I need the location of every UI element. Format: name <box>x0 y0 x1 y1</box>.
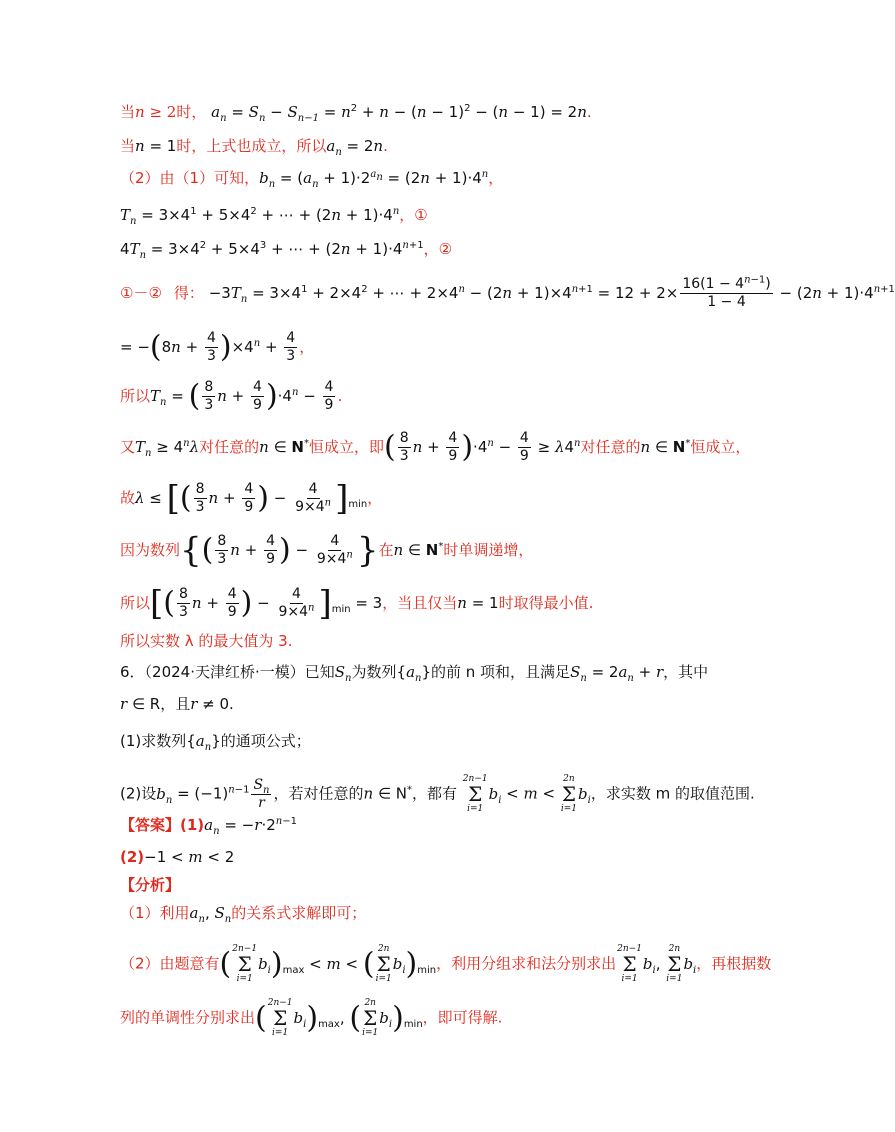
question-6-line-2: r ∈ R，且r ≠ 0. <box>120 695 234 713</box>
solution-line-11: 因为数列{( $\frac{8}{3}$ n + $\frac{4}{9}$ ) − $\frac{4}{9\times 4^n}$ }在n ∈ N*时单调递增， <box>120 530 534 571</box>
text: ，再根据数 <box>696 954 772 973</box>
text: 的通项公式； <box>220 732 311 750</box>
solution-line-6: ①－② 得： $-3T_n = 3\times 4^1 + 2\times 4^2$ + ⋯ + $2\times 4^n - (2n + 1)\times 4^{n+1} = 12 + 2\times$ $\frac{16(1 - 4^{n-1})}{1 - 4}$ − $(2n + 1)\cdot 4^{n+1}$ <box>120 274 895 310</box>
text: 恒成立，即 <box>308 438 384 456</box>
text: 当 <box>120 103 136 121</box>
text: (2) <box>120 848 145 866</box>
analysis-line-1: （1）利用$a_n$, $S_n$的关系式求解即可； <box>120 904 367 925</box>
analysis-line-3: 列的单调性分别求出( 2n−1 Σ i=1 $b_i)_{max}$, ( 2n Σ i=1 $b_i)_{min}$，即可得解. <box>120 998 503 1038</box>
solution-line-1: 当n ≥ 2时， $a_n = S_n - S_{n-1} = n^2 + n - (n - 1)^2 - (n - 1) = 2n$. <box>120 103 592 124</box>
text: ，若对任意的 <box>273 784 364 803</box>
text: 故 <box>120 489 136 507</box>
text: 因为数列 <box>120 541 181 559</box>
text: 时，上式也成立，所以 <box>176 137 327 155</box>
text: 所以 <box>120 594 151 612</box>
answer-tag: 【答案】 <box>120 816 181 834</box>
text: 在 <box>378 541 394 559</box>
text: (2)设 <box>120 784 157 803</box>
analysis-tag: 【分析】 <box>120 876 181 894</box>
text: 对任意的 <box>199 438 260 456</box>
analysis-line-2: （2）由题意有( 2n−1 Σ i=1 $b_i)_{max} < m$ < ( 2n Σ i=1 $b_i)_{min}$，利用分组求和法分别求出 2n−1 Σ i=1 $b_i$, 2n Σ i=1 $b_i$，再根据数 <box>120 944 772 984</box>
text: ①－② <box>120 284 162 302</box>
text: ，求实数 m 的取值范围. <box>590 784 755 803</box>
text: 时单调递增， <box>443 541 534 559</box>
text: ，当且仅当 <box>382 594 458 612</box>
text: 的关系式求解即可； <box>231 904 367 922</box>
solution-line-10: 故λ ≤ [( $\frac{8}{3}$ n + $\frac{4}{9}$ ) − $\frac{4}{9\times 4^n}$ ]$_{min}$， <box>120 478 383 519</box>
text: 得： <box>173 284 204 302</box>
solution-line-3: （2）由（1）可知，$b_n = (a_n + 1)\cdot 2^{a_n} = (2n + 1)\cdot 4^n$， <box>120 169 504 190</box>
text: ，① <box>399 206 428 224</box>
solution-line-9: 又$T_n \ge 4^n\lambda$对任意的n ∈ N*恒成立，即( $\frac{8}{3}$ n + $\frac{4}{9}$ )$\cdot 4^n$ − $\frac{4}{9}$ ≥ $\lambda 4^n$对任意的n ∈ N*恒成立， <box>120 429 751 465</box>
question-6-line-1: 6．（2024·天津红桥·一模）已知$S_n$为数列$\{a_n\}$的前 n 项和，且满足$S_n = 2a_n + r$，其中 <box>120 663 709 684</box>
text: 所以 <box>120 387 151 405</box>
text: 的前 n 项和，且满足 <box>431 663 571 681</box>
text: 时取得最小值. <box>498 594 594 612</box>
text: ，其中 <box>663 663 709 681</box>
text: （1）利用 <box>120 904 190 922</box>
text: ，都有 <box>412 784 458 803</box>
text: ，且 <box>160 695 191 713</box>
solution-line-7: = −(8n + $\frac{4}{3}$ )$\times 4^n$ + $\frac{4}{3}$ ， <box>120 329 315 365</box>
solution-conclusion: 所以实数 λ 的最大值为 3. <box>120 632 293 650</box>
text: 为数列 <box>351 663 397 681</box>
answer-line-1: 【答案】$(1)a_n = -r\cdot 2^{n-1}$ <box>120 816 297 837</box>
text: ，利用分组求和法分别求出 <box>436 954 617 973</box>
text: 列的单调性分别求出 <box>120 1008 256 1027</box>
solution-line-12: 所以[( $\frac{8}{3}$ n + $\frac{4}{9}$ ) − $\frac{4}{9\times 4^n}$ ]$_{min} = 3$，当且仅当n = 1时取得最小值. <box>120 583 594 624</box>
text: （2）由题意有 <box>120 954 220 973</box>
text: (1) <box>180 816 205 834</box>
text: ，② <box>423 240 453 258</box>
text: (1)求数列 <box>120 732 187 750</box>
text: 6．（2024·天津红桥·一模）已知 <box>120 663 335 681</box>
solution-line-4: $T_n = 3\times 4^1 + 5\times 4^2$ + ⋯ + $(2n + 1)\cdot 4^n$，① <box>120 206 428 227</box>
text: 当 <box>120 137 136 155</box>
text: ，即可得解. <box>422 1008 503 1027</box>
text: 时， <box>176 103 207 121</box>
text: （2）由（1）可知， <box>120 169 260 187</box>
question-6-part-1: (1)求数列$\{a_n\}$的通项公式； <box>120 732 311 753</box>
answer-line-2: (2)−1 < m < 2 <box>120 848 235 866</box>
question-6-part-2: (2)设$b_n = (-1)^{n-1}$ $\frac{S_n}{r}$ ，若对任意的n ∈ N*，都有 2n−1 Σ i=1 $b_i < m$ < 2n Σ i=1 $b_i$，求实数 m 的取值范围. <box>120 774 755 814</box>
text: 对任意的 <box>580 438 641 456</box>
solution-line-2: 当n = 1时，上式也成立，所以$a_n = 2n$. <box>120 137 388 158</box>
solution-line-8: 所以$T_n$ = ( $\frac{8}{3}$ n + $\frac{4}{9}$ )$\cdot 4^n$ − $\frac{4}{9}$ . <box>120 378 343 414</box>
text: 恒成立， <box>690 438 751 456</box>
text: 又 <box>120 438 136 456</box>
solution-line-5: $4T_n = 3\times 4^2 + 5\times 4^3$ + ⋯ + $(2n + 1)\cdot 4^{n+1}$，② <box>120 240 453 261</box>
